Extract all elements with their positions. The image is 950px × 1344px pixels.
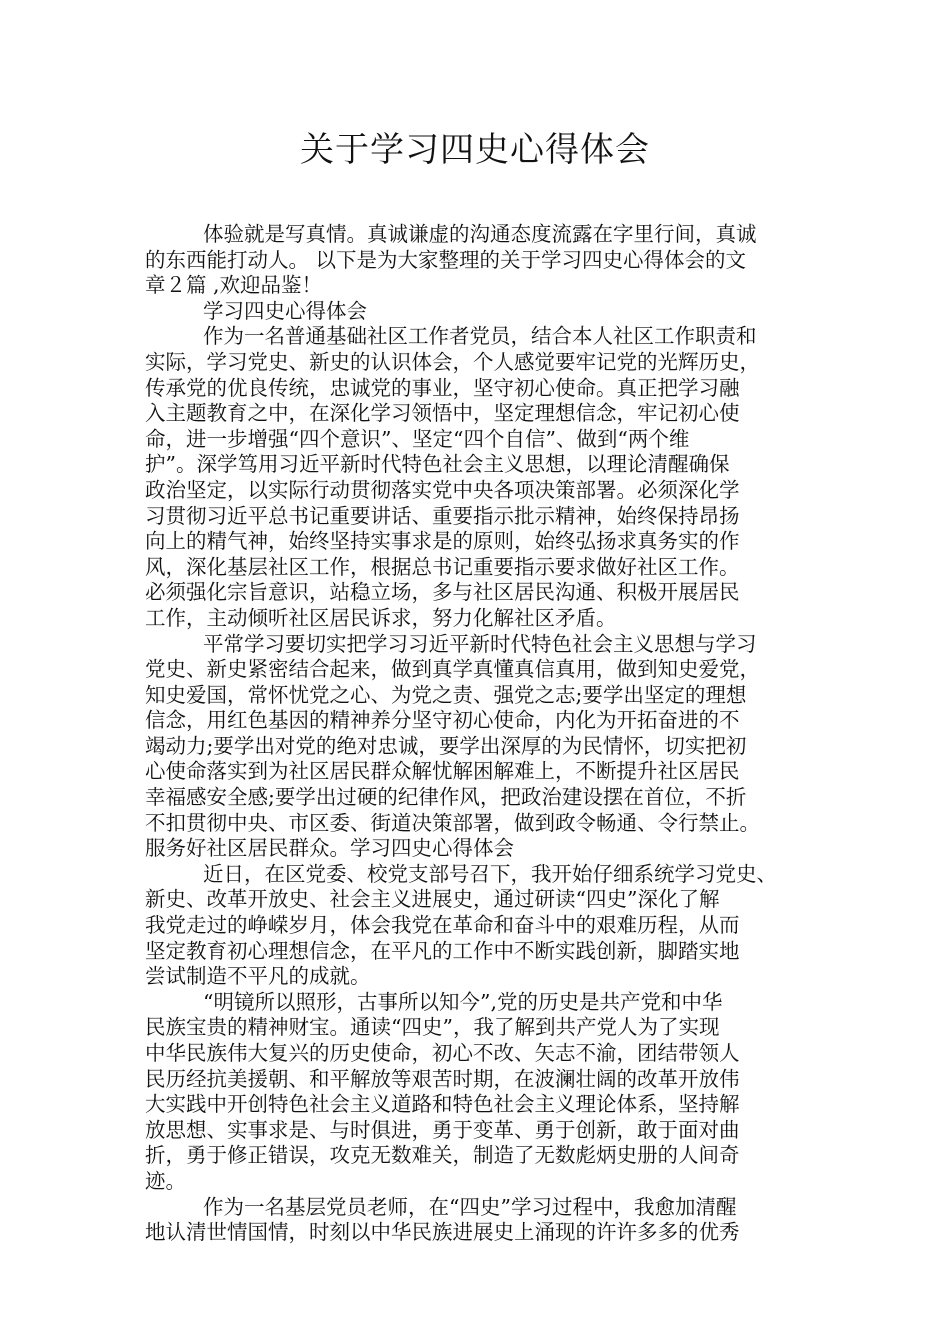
- text-line: 尝试制造不平凡的成就。: [145, 964, 371, 989]
- text-line: 服务好社区居民群众。学习四史心得体会: [145, 836, 514, 861]
- text-line: 作为一名普通基础社区工作者党员，结合本人社区工作职责和: [203, 324, 757, 349]
- text-line: 体验就是写真情。真诚谦虚的沟通态度流露在字里行间，真诚: [203, 222, 757, 246]
- text-line: 的东西能打动人。 以下是为大家整理的关于学习四史心得体会的文: [145, 247, 747, 272]
- text-line: 折，勇于修正错误，攻克无数难关，制造了无数彪炳史册的人间奇: [145, 1143, 740, 1168]
- text-line: 入主题教育之中，在深化学习领悟中，坚定理想信念，牢记初心使: [145, 401, 740, 426]
- text-line: 学习四史心得体会: [203, 298, 367, 323]
- text-line: 命，进一步增强“四个意识”、坚定“四个自信”、做到“两个维: [145, 426, 690, 451]
- text-line: 作为一名基层党员老师，在“四史”学习过程中，我愈加清醒: [203, 1194, 737, 1219]
- text-line: 风，深化基层社区工作，根据总书记重要指示要求做好社区工作。: [145, 554, 740, 579]
- text-line: 我党走过的峥嵘岁月，体会我党在革命和奋斗中的艰难历程，从而: [145, 913, 740, 938]
- text-line: 传承党的优良传统，忠诚党的事业，坚守初心使命。真正把学习融: [145, 375, 740, 400]
- text-line: 民族宝贵的精神财宝。通读“四史”，我了解到共产党人为了实现: [145, 1015, 720, 1040]
- text-line: 幸福感安全感;要学出过硬的纪律作风，把政治建设摆在首位，不折: [145, 785, 747, 810]
- text-line: 中华民族伟大复兴的历史使命，初心不改、矢志不渝，团结带领人: [145, 1041, 740, 1065]
- text-line: 习贯彻习近平总书记重要讲话、重要指示批示精神，始终保持昂扬: [145, 503, 740, 528]
- text-line: 党史、新史紧密结合起来，做到真学真懂真信真用，做到知史爱党，: [145, 657, 760, 682]
- text-line: 大实践中开创特色社会主义道路和特色社会主义理论体系，坚持解: [145, 1092, 740, 1117]
- text-line: 必须强化宗旨意识，站稳立场，多与社区居民沟通、积极开展居民: [145, 580, 740, 605]
- text-line: 地认清世情国情，时刻以中华民族进展史上涌现的许许多多的优秀: [145, 1220, 740, 1245]
- text-line: 不扣贯彻中央、市区委、街道决策部署，做到政令畅通、令行禁止。: [145, 810, 760, 835]
- text-line: 近日，在区党委、校党支部号召下，我开始仔细系统学习党史、: [203, 861, 777, 886]
- text-line: 心使命落实到为社区居民群众解忧解困解难上，不断提升社区居民: [145, 759, 740, 784]
- text-line: 向上的精气神，始终坚持实事求是的原则，始终弘扬求真务实的作: [145, 529, 740, 554]
- text-line: 民历经抗美援朝、和平解放等艰苦时期，在波澜壮阔的改革开放伟: [145, 1066, 740, 1091]
- text-line: 护”。深学笃用习近平新时代特色社会主义思想，以理论清醒确保: [145, 452, 730, 477]
- text-line: 放思想、实事求是、与时俱进，勇于变革、勇于创新，敢于面对曲: [145, 1117, 740, 1142]
- text-line: 知史爱国，常怀忧党之心、为党之责、强党之志;要学出坚定的理想: [145, 682, 747, 707]
- text-line: 实际，学习党史、新史的认识体会，个人感觉要牢记党的光辉历史，: [145, 349, 760, 374]
- text-line: 信念，用红色基因的精神养分坚守初心使命，内化为开拓奋进的不: [145, 708, 740, 733]
- text-line: 工作，主动倾听社区居民诉求，努力化解社区矛盾。: [145, 605, 617, 630]
- text-line: 新史、改革开放史、社会主义进展史，通过研读“四史”深化了解: [145, 887, 720, 912]
- text-line: 竭动力;要学出对党的绝对忠诚，要学出深厚的为民情怀，切实把初: [145, 733, 747, 758]
- text-line: “明镜所以照形，古事所以知今”,党的历史是共产党和中华: [203, 989, 723, 1014]
- text-line: 迹。: [145, 1168, 186, 1193]
- text-line: 章２篇 ,欢迎品鉴！: [145, 273, 323, 298]
- text-line: 平常学习要切实把学习习近平新时代特色社会主义思想与学习: [203, 631, 757, 656]
- document-title: 关于学习四史心得体会: [300, 130, 650, 170]
- text-line: 政治坚定，以实际行动贯彻落实党中央各项决策部署。必须深化学: [145, 477, 740, 502]
- document-body: [145, 222, 815, 1246]
- text-line: 坚定教育初心理想信念，在平凡的工作中不断实践创新，脚踏实地: [145, 938, 740, 963]
